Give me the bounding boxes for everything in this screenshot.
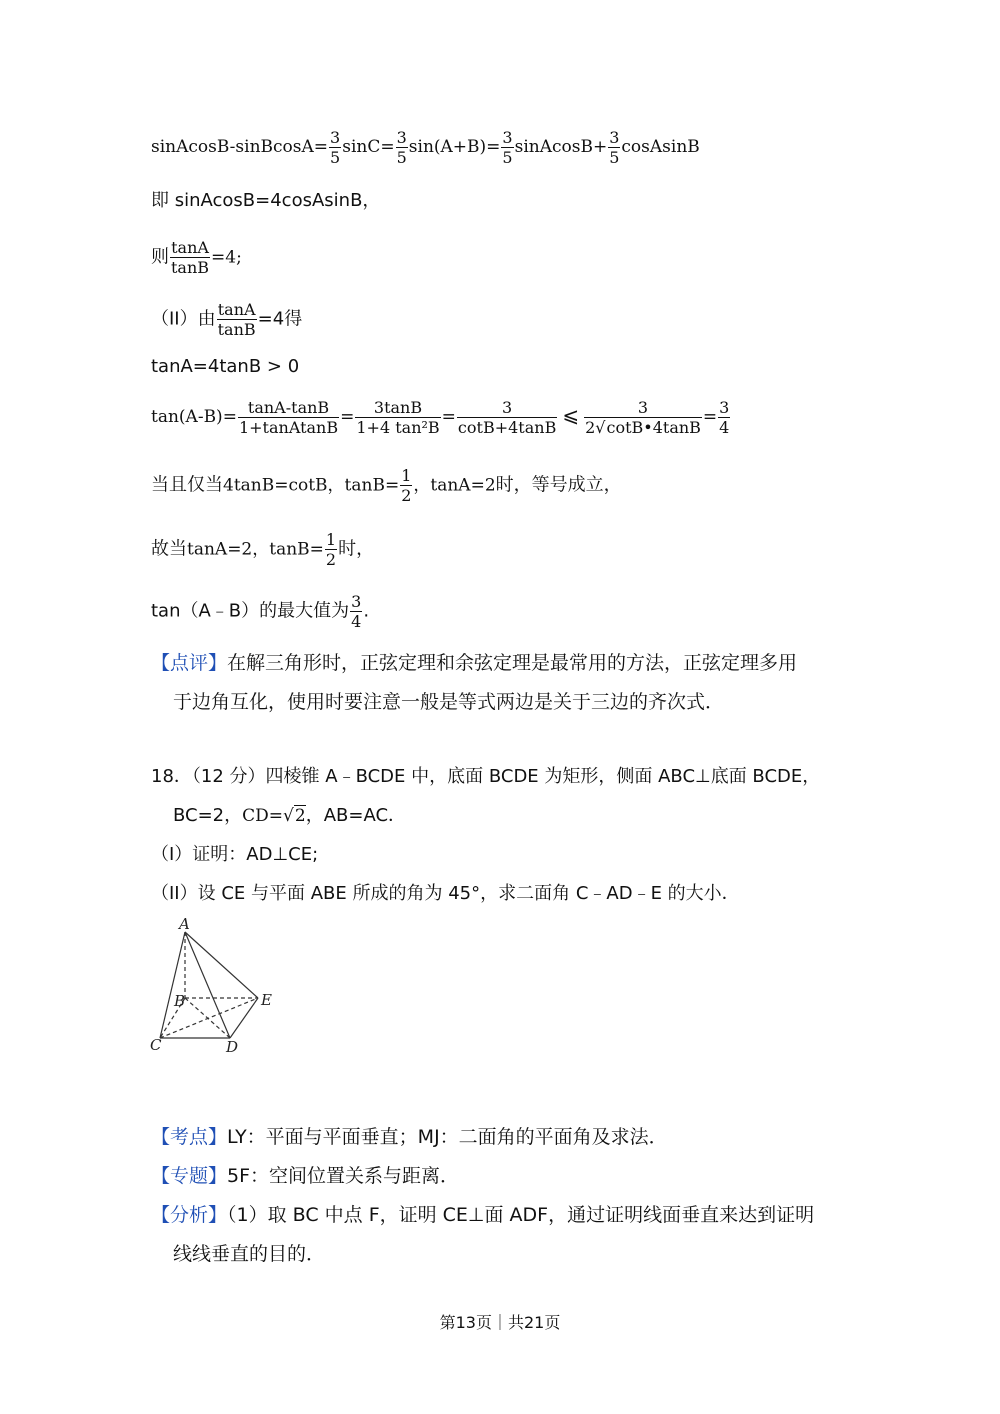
fraction: $\frac{3}{5}$ [609, 128, 620, 167]
equation-line-9: tan（A﹣B）的最大值为 $\frac{3}{4}$ . [151, 592, 370, 631]
text-line-5: tanA=4tanB > 0 [151, 356, 300, 377]
kaodian-tag: 【考点】 [151, 1126, 228, 1148]
comment-line-1: 【点评】在解三角形时，正弦定理和余弦定理是最常用的方法，正弦定理多用 [151, 652, 798, 674]
fraction: $\frac{3}{\cot B+4\tan B}$ [457, 398, 557, 437]
comment-line-2: 于边角互化，使用时要注意一般是等式两边是关于三边的齐次式． [173, 691, 725, 713]
fraction: $\frac{\tan A}{\tan B}$ [171, 238, 210, 277]
zhuanti-tag: 【专题】 [151, 1165, 228, 1187]
equation-line-8: 故当tanA=2，tanB= $\frac{1}{2}$ 时， [151, 530, 375, 569]
fraction: $\frac{3}{2√\cot B•4\tan B}$ [585, 398, 701, 437]
edge-bd [185, 998, 230, 1038]
equation-line-7: 当且仅当4tanB=cotB，tanB= $\frac{1}{2}$ ，tanA=2时，等号成立， [151, 466, 622, 505]
question-18-conditions: BC=2，CD=√2，AB=AC． [173, 805, 407, 826]
edge-ad [185, 932, 230, 1038]
label-c: C [150, 1036, 162, 1054]
label-b: B [174, 992, 186, 1010]
equation-line-3: 则 $\frac{\tan A}{\tan B}$ =4; [151, 238, 242, 277]
question-18-title: 18．（12 分）四棱锥 A﹣BCDE 中，底面 BCDE 为矩形，侧面 ABC⊥底面 BCDE， [151, 766, 821, 787]
question-18-part-1: （I）证明：AD⊥CE; [151, 844, 319, 865]
equation-line-1: sinAcosB-sinBcosA= $\frac{3}{5}$ sinC= $\frac{3}{5}$ sin(A+B)= $\frac{3}{5}$ sinAcosB+ $\frac{3}{5}$ cosAsinB [151, 128, 700, 167]
equation-line-4: （II）由 $\frac{\tan A}{\tan B}$ =4得 [151, 300, 303, 339]
edge-ae [185, 932, 258, 998]
fraction: $\frac{3}{5}$ [330, 128, 341, 167]
kaodian-line: 【考点】LY：平面与平面垂直；MJ：二面角的平面角及求法． [151, 1126, 668, 1148]
edge-de [230, 998, 258, 1038]
label-a: A [179, 915, 190, 933]
text-line-2: 即 sinAcosB=4cosAsinB， [151, 190, 381, 211]
fenxi-tag: 【分析】 [151, 1204, 228, 1226]
label-e: E [261, 991, 272, 1009]
fraction: $\frac{3}{4}$ [719, 398, 730, 437]
label-d: D [226, 1038, 239, 1056]
fenxi-line-2: 线线垂直的目的． [173, 1243, 326, 1265]
fraction: $\frac{\tan A-\tan B}{\text{1+tanAtanB}}$ [238, 398, 339, 437]
fraction: $\frac{3}{4}$ [351, 592, 362, 631]
fraction: $\frac{3}{5}$ [502, 128, 513, 167]
fraction: $\frac{3\tan B}{\text{1+4 tan²B}}$ [356, 398, 440, 437]
zhuanti-line: 【专题】5F：空间位置关系与距离． [151, 1165, 460, 1187]
fraction: $\frac{\tan A}{\tan B}$ [217, 300, 256, 339]
page-footer: 第13页｜共21页 [439, 1313, 561, 1332]
edge-ac [160, 932, 185, 1038]
comment-tag: 【点评】 [151, 652, 228, 674]
fraction: $\frac{3}{5}$ [396, 128, 407, 167]
fraction: $\frac{1}{2}$ [325, 530, 337, 569]
fraction: $\frac{1}{2}$ [401, 466, 412, 505]
fenxi-line-1: 【分析】（1）取 BC 中点 F，证明 CE⊥面 ADF，通过证明线面垂直来达到证明 [151, 1204, 815, 1226]
equation-line-6: tan(A-B)= $\frac{\tan A-\tan B}{\text{1+tanAtanB}}$ = $\frac{3\tan B}{\text{1+4 tan²B}}$ = $\frac{3}{\cot B+4\tan B}$ ⩽ $\frac{3}{2√\cot B•4\tan B}$ = $\frac{3}{4}$ [151, 398, 730, 437]
pyramid-figure [140, 910, 290, 1060]
question-18-part-2: （II）设 CE 与平面 ABE 所成的角为 45°，求二面角 C﹣AD﹣E 的大小． [151, 883, 740, 904]
